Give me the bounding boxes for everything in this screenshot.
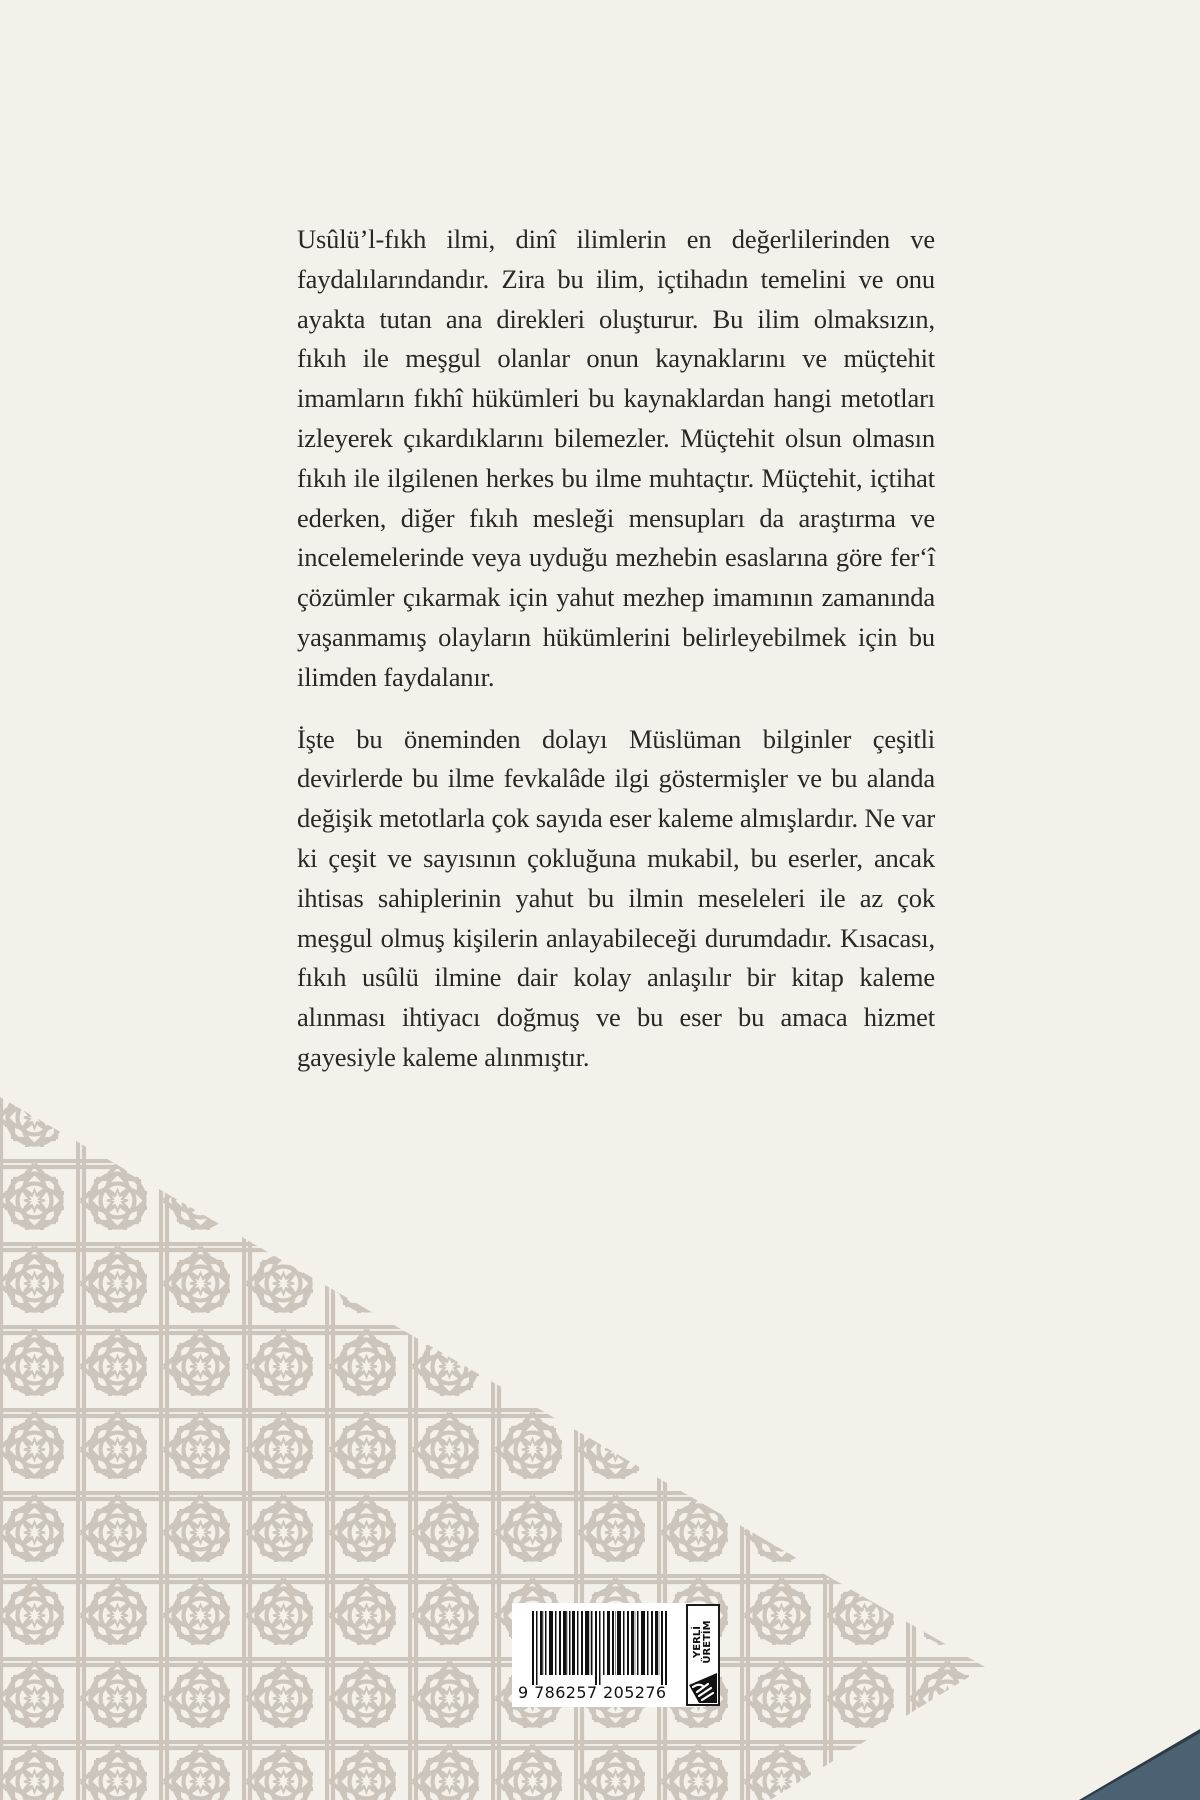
isbn-number: 9 786257 205276 [518, 1683, 667, 1702]
back-cover-blurb [297, 220, 935, 1078]
blurb-paragraph-1: Usûlü’l-fıkh ilmi, dinî ilimlerin en değerlilerinden ve faydalılarındandır. Zira bu ilim, içtihadın temelini ve onu ayakta tutan ana direkleri oluşturur. Bu ilim olmaksızın, fıkıh ile meşgul olanlar onun kaynaklarını ve müçtehit imamların fıkhî hükümleri bu kaynaklardan hangi metotları izleyerek çıkardıklarını bilemezler. Müçtehit olsun olmasın fıkıh ile ilgilenen herkes bu ilme muhtaçtır. Müçtehit, içtihat ederken, diğer fıkıh mesleği mensupları da araştırma ve incelemelerinde veya uyduğu mezhebin esaslarına göre fer‘î çözümler çıkarmak için yahut mezhep imamının zamanında yaşanmamış olayların hükümlerini belirleyebilmek için bu ilimden faydalanır. [297, 224, 935, 692]
badge-line-1: YERLİ [692, 1626, 703, 1658]
barcode-bars-icon [532, 1611, 668, 1685]
yerli-uretim-badge [686, 1604, 720, 1706]
badge-line-2: ÜRETİM [702, 1620, 713, 1664]
isbn-barcode [512, 1603, 705, 1707]
yerli-uretim-label [693, 1620, 713, 1663]
blurb-paragraph-2: İşte bu öneminden dolayı Müslüman bilginler çeşitli devirlerde bu ilme fevkalâde ilgi göstermişler ve bu alanda değişik metotlarla çok sayıda eser kaleme almışlardır. Ne var ki çeşit ve sayısının çokluğuna mukabil, bu eserler, ancak ihtisas sahiplerinin yahut bu ilmin meseleleri ile az çok meşgul olmuş kişilerin anlayabileceği durumdadır. Kısacası, fıkıh usûlü ilmine dair kolay anlaşılır bir kitap kaleme alınması ihtiyacı doğmuş ve bu eser bu amaca hizmet gayesiyle kaleme alınmıştır. [297, 723, 935, 1072]
hand-icon [689, 1671, 717, 1703]
